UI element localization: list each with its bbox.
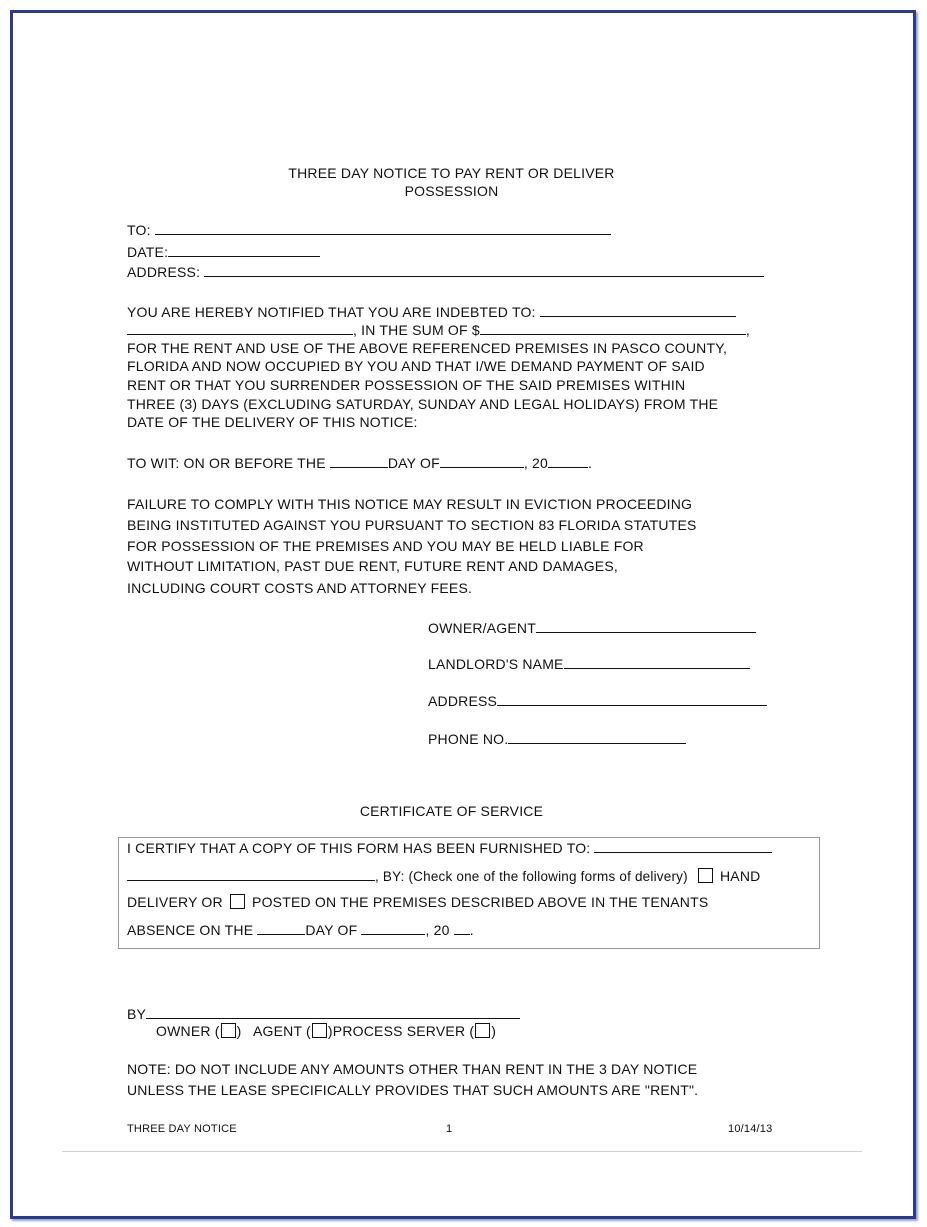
absence-20: , 20 — [425, 922, 450, 938]
phone-blank[interactable] — [508, 730, 686, 744]
hand-delivery-checkbox[interactable] — [698, 868, 713, 883]
cert-line1-text: I CERTIFY THAT A COPY OF THIS FORM HAS BEEN FURNISHED TO: — [127, 840, 591, 856]
address-field — [127, 263, 764, 281]
absence-period: . — [469, 922, 474, 938]
date-field — [127, 243, 320, 261]
note-line2: UNLESS THE LEASE SPECIFICALLY PROVIDES THAT SUCH AMOUNTS ARE "RENT". — [127, 1082, 699, 1098]
date-label: DATE: — [127, 244, 169, 260]
footer-divider — [62, 1151, 862, 1152]
towit-20: , 20 — [523, 455, 549, 471]
process-server-checkbox[interactable] — [475, 1023, 490, 1038]
para1-line7: DATE OF THE DELIVERY OF THIS NOTICE: — [127, 414, 418, 430]
to-field — [127, 221, 611, 239]
title-line-2: POSSESSION — [404, 183, 499, 199]
landlord-name-blank[interactable] — [564, 655, 750, 669]
footer-left: THREE DAY NOTICE — [127, 1123, 237, 1135]
cert-by-text: , BY: (Check one of the following forms of delivery) — [375, 869, 688, 884]
para1-line1-text: YOU ARE HEREBY NOTIFIED THAT YOU ARE INDEBTED TO: — [127, 304, 536, 320]
furnished-to-blank-2[interactable] — [127, 867, 375, 881]
towit-line — [127, 454, 592, 472]
cert-line3 — [127, 893, 708, 911]
sum-blank[interactable] — [480, 321, 746, 335]
landlord-name-label: LANDLORD'S NAME — [428, 656, 564, 672]
towit-dayof: DAY OF — [387, 455, 440, 471]
cert-line2 — [127, 867, 760, 886]
landlord-name-field — [428, 655, 750, 673]
footer-page-number: 1 — [446, 1123, 453, 1135]
address-label: ADDRESS: — [127, 264, 201, 280]
para1-line2 — [127, 321, 750, 339]
sig-address-label: ADDRESS — [428, 693, 498, 709]
absence-month-blank[interactable] — [361, 921, 425, 935]
date-blank[interactable] — [168, 243, 320, 257]
phone-label: PHONE NO. — [428, 731, 509, 747]
agent-checkbox[interactable] — [312, 1023, 327, 1038]
process-server-label: )PROCESS SERVER ( — [327, 1023, 475, 1039]
posted-label: POSTED ON THE PREMISES DESCRIBED ABOVE IN THE TENANTS — [252, 894, 709, 910]
para2-line5: INCLUDING COURT COSTS AND ATTORNEY FEES. — [127, 580, 473, 596]
indebted-to-blank[interactable] — [540, 303, 736, 317]
para2-line2: BEING INSTITUTED AGAINST YOU PURSUANT TO SECTION 83 FLORIDA STATUTES — [127, 517, 697, 533]
owner-agent-label: OWNER/AGENT — [428, 620, 536, 636]
para2-line3: FOR POSSESSION OF THE PREMISES AND YOU MAY BE HELD LIABLE FOR — [127, 538, 644, 554]
towit-label: TO WIT: ON OR BEFORE THE — [127, 455, 326, 471]
cert-line1 — [127, 839, 772, 857]
certificate-heading: CERTIFICATE OF SERVICE — [359, 803, 544, 819]
absence-label: ABSENCE ON THE — [127, 922, 254, 938]
sum-label: , IN THE SUM OF $ — [353, 322, 480, 338]
phone-field — [428, 730, 686, 748]
towit-day-blank[interactable] — [330, 454, 388, 468]
indebted-to-blank-2[interactable] — [127, 321, 353, 335]
by-blank[interactable] — [146, 1005, 520, 1019]
by-field — [127, 1005, 520, 1023]
to-blank[interactable] — [155, 221, 611, 235]
towit-year-blank[interactable] — [548, 454, 588, 468]
para1-line6: THREE (3) DAYS (EXCLUDING SATURDAY, SUNDAY AND LEGAL HOLIDAYS) FROM THE — [127, 396, 719, 412]
absence-dayof: DAY OF — [305, 922, 358, 938]
owner-checkbox[interactable] — [221, 1023, 236, 1038]
towit-period: . — [588, 455, 593, 471]
towit-month-blank[interactable] — [440, 454, 524, 468]
para1-line3: FOR THE RENT AND USE OF THE ABOVE REFERENCED PREMISES IN PASCO COUNTY, — [127, 340, 728, 356]
owner-agent-blank[interactable] — [536, 619, 756, 633]
address-blank[interactable] — [204, 263, 764, 277]
sum-comma: , — [745, 322, 750, 338]
para1-line4: FLORIDA AND NOW OCCUPIED BY YOU AND THAT I/WE DEMAND PAYMENT OF SAID — [127, 358, 705, 374]
by-label: BY — [127, 1006, 147, 1022]
agent-role-label: ) AGENT ( — [236, 1023, 311, 1039]
para1-line5: RENT OR THAT YOU SURRENDER POSSESSION OF THE SAID PREMISES WITHIN — [127, 377, 686, 393]
para1-line1 — [127, 303, 736, 321]
sig-address-field — [428, 692, 767, 710]
absence-year-blank[interactable] — [454, 921, 470, 935]
cert-line4 — [127, 921, 474, 939]
furnished-to-blank[interactable] — [594, 839, 772, 853]
delivery-or-label: DELIVERY OR — [127, 894, 223, 910]
posted-checkbox[interactable] — [230, 894, 245, 909]
hand-label: HAND — [719, 868, 761, 884]
title-line-1: THREE DAY NOTICE TO PAY RENT OR DELIVER — [288, 165, 615, 181]
owner-agent-field — [428, 619, 756, 637]
para2-line1: FAILURE TO COMPLY WITH THIS NOTICE MAY RESULT IN EVICTION PROCEEDING — [127, 496, 693, 512]
to-label: TO: — [127, 222, 151, 238]
process-close: ) — [491, 1023, 497, 1039]
para2-line4: WITHOUT LIMITATION, PAST DUE RENT, FUTURE RENT AND DAMAGES, — [127, 558, 618, 574]
sig-address-blank[interactable] — [497, 692, 767, 706]
footer-date: 10/14/13 — [728, 1123, 773, 1135]
note-line1: NOTE: DO NOT INCLUDE ANY AMOUNTS OTHER THAN RENT IN THE 3 DAY NOTICE — [127, 1061, 698, 1077]
owner-role-label: OWNER ( — [156, 1023, 220, 1039]
absence-day-blank[interactable] — [257, 921, 305, 935]
by-roles — [156, 1022, 496, 1040]
